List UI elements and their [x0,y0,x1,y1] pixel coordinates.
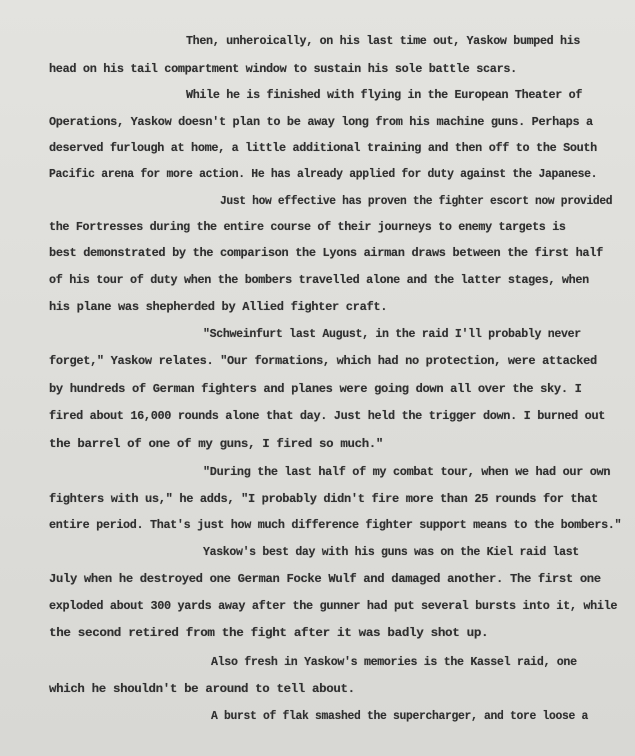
text-line: While he is finished with flying in the European Theater of [186,88,583,102]
text-line: the Fortresses during the entire course of their journeys to enemy targets is [49,220,566,234]
text-line: "Schweinfurt last August, in the raid I'll probably never [203,327,581,341]
text-line: Yaskow's best day with his guns was on the Kiel raid last [203,545,579,559]
text-line: exploded about 300 yards away after the gunner had put several bursts into it, while [49,599,618,613]
text-line: the second retired from the fight after it was badly shot up. [49,626,489,640]
text-line: A burst of flak smashed the supercharger, and tore loose a [211,709,588,723]
text-line: deserved furlough at home, a little additional training and then off to the South [49,141,597,155]
text-line: Also fresh in Yaskow's memories is the Kassel raid, one [211,655,577,669]
text-line: by hundreds of German fighters and planes were going down all over the sky. I [49,382,582,396]
text-line: fighters with us," he adds, "I probably didn't fire more than 25 rounds for that [49,492,598,506]
text-line: fired about 16,000 rounds alone that day. Just held the trigger down. I burned out [49,409,606,423]
text-line: July when he destroyed one German Focke Wulf and damaged another. The first one [49,572,601,586]
text-line: entire period. That's just how much difference fighter support means to the bombers." [49,518,622,532]
text-line: Just how effective has proven the fighter escort now provided [220,194,613,208]
text-line: Operations, Yaskow doesn't plan to be away long from his machine guns. Perhaps a [49,115,593,129]
text-line: best demonstrated by the comparison the Lyons airman draws between the first half [49,246,603,260]
text-line: the barrel of one of my guns, I fired so much." [49,437,384,451]
text-line: forget," Yaskow relates. "Our formations, which had no protection, were attacked [49,354,597,368]
text-line: which he shouldn't be around to tell about. [49,682,355,696]
text-line: of his tour of duty when the bombers travelled alone and the latter stages, when [49,273,589,287]
text-line: head on his tail compartment window to sustain his sole battle scars. [49,62,517,76]
text-line: "During the last half of my combat tour, when we had our own [203,465,611,479]
text-line: Then, unheroically, on his last time out, Yaskow bumped his [186,34,581,48]
text-line: his plane was shepherded by Allied fighter craft. [49,300,388,314]
text-line: Pacific arena for more action. He has already applied for duty against the Japanese. [49,167,598,181]
